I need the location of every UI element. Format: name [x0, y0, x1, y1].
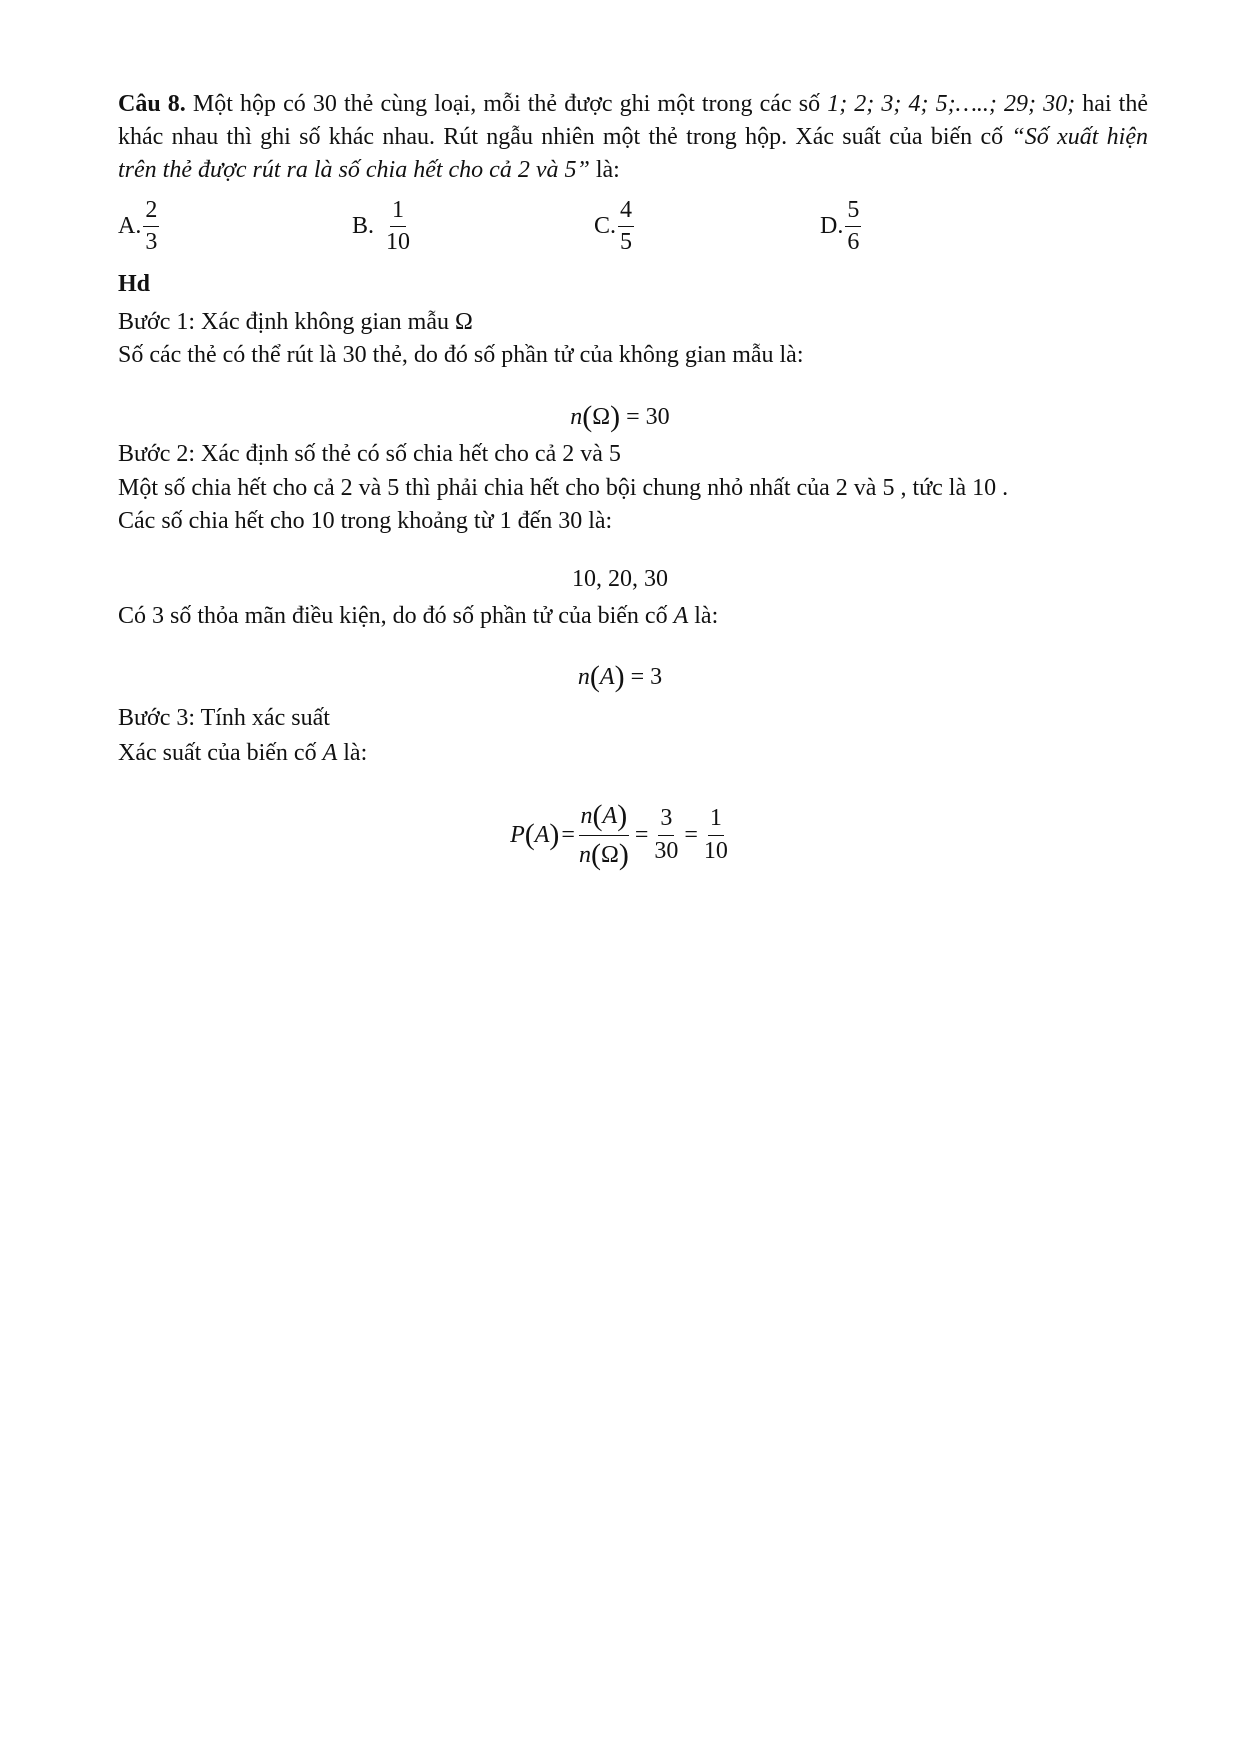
step2-title: Bước 2: Xác định số thẻ có số chia hết cho cả 2 và 5 — [118, 441, 621, 467]
equation-multiples: 10, 20, 30 — [572, 566, 668, 592]
eq-rhs: = 30 — [626, 404, 670, 430]
question-line-2 — [118, 125, 1148, 149]
fraction-3-over-30 — [652, 806, 680, 863]
fraction-denominator: 10 — [386, 229, 411, 256]
step2-text-3 — [118, 604, 718, 628]
text: Có 3 số thỏa mãn điều kiện, do đó số phần tử của biến cố — [118, 603, 674, 629]
eq-sign: = — [684, 821, 698, 848]
option-label: A. — [118, 213, 142, 240]
solution-heading: Hd — [118, 271, 151, 297]
option-c — [594, 198, 634, 255]
fraction-denominator: 6 — [847, 229, 860, 256]
step2-text-2: Các số chia hết cho 10 trong khoảng từ 1 đến 30 là: — [118, 508, 613, 534]
option-label: D. — [820, 213, 844, 240]
option-label: B. — [352, 213, 375, 240]
text: Xác suất của biến cố — [118, 740, 323, 766]
equation-sample-space: n(Ω) = 30 — [570, 400, 670, 433]
fraction-numerator: 2 — [143, 198, 159, 227]
fraction-denominator: 3 — [145, 229, 158, 256]
fraction-numerator: 5 — [845, 198, 861, 227]
option-fraction — [384, 198, 412, 255]
question-event-text: trên thẻ được rút ra là số chia hết cho cả 2 và 5” — [118, 157, 590, 183]
eq-argument: A — [534, 821, 550, 848]
text: là: — [337, 740, 368, 766]
step3-title: Bước 3: Tính xác suất — [118, 705, 330, 731]
eq-sign: = — [561, 821, 575, 848]
option-a — [118, 198, 159, 255]
probability-fraction — [577, 800, 631, 870]
question-event-text: “Số xuất hiện — [1011, 124, 1149, 150]
fraction-numerator: 1 — [708, 806, 724, 835]
question-line-1 — [118, 92, 1148, 116]
option-fraction — [845, 198, 861, 255]
fraction-denominator: 10 — [703, 837, 728, 864]
text: là: — [688, 603, 719, 629]
fraction-denominator: 5 — [620, 229, 633, 256]
step2-text-1: Một số chia hết cho cả 2 và 5 thì phải chia hết cho bội chung nhỏ nhất của 2 và 5 , tức là 10 . — [118, 475, 1009, 501]
eq-sign: = — [634, 821, 649, 848]
eq-function: P — [510, 821, 525, 848]
fraction-denominator: n(Ω) — [578, 837, 629, 871]
step3-text — [118, 741, 367, 765]
step1-title: Bước 1: Xác định không gian mẫu Ω — [118, 309, 473, 335]
option-fraction — [618, 198, 634, 255]
equation-probability: P ( A ) = $\frac{n(A)}{n(\Omega)}$ = $\frac{3}{30}$ = $\frac{1}{10}$ — [510, 799, 728, 871]
fraction-numerator: 4 — [618, 198, 634, 227]
question-text: là: — [589, 157, 620, 183]
question-line-3 — [118, 158, 620, 182]
option-fraction — [143, 198, 159, 255]
eq-function: n — [577, 664, 590, 690]
equation-event-count: n(A) = 3 — [577, 660, 663, 693]
fraction-numerator: 1 — [390, 198, 406, 227]
option-label: C. — [594, 213, 617, 240]
question-text: khác nhau thì ghi số khác nhau. Rút ngẫu nhiên một thẻ trong hộp. Xác suất của biến cố — [118, 124, 1012, 150]
question-number-list: 1; 2; 3; 4; 5;…..; 29; 30; — [827, 91, 1076, 117]
option-d — [820, 198, 861, 255]
question-text: Một hộp có 30 thẻ cùng loại, mỗi thẻ được ghi một trong các số — [185, 91, 828, 117]
option-b — [352, 198, 412, 255]
fraction-1-over-10 — [702, 806, 730, 863]
fraction-numerator: n(A) — [579, 800, 630, 836]
eq-rhs: = 3 — [630, 664, 663, 690]
eq-function: n — [570, 404, 583, 430]
eq-argument: A — [599, 664, 615, 690]
fraction-denominator: 30 — [654, 837, 679, 864]
eq-argument: Ω — [592, 404, 611, 430]
variable: A — [322, 740, 338, 766]
step1-text: Số các thẻ có thể rút là 30 thẻ, do đó số phần tử của không gian mẫu là: — [118, 342, 804, 368]
question-label: Câu 8. — [118, 91, 186, 117]
fraction-numerator: 3 — [658, 806, 674, 835]
variable: A — [673, 603, 689, 629]
question-text: hai thẻ — [1075, 91, 1149, 117]
